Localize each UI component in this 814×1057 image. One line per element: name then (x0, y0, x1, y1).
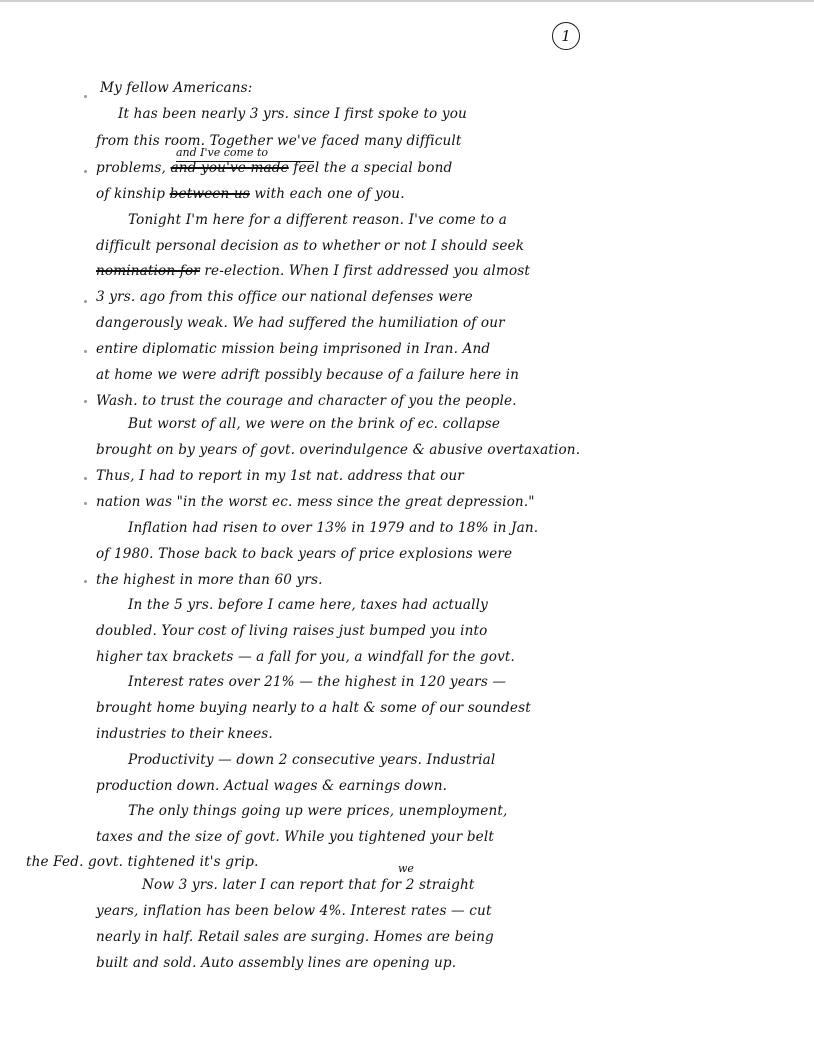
handwritten-line: from this room. Together we've faced many difficult (96, 133, 462, 149)
handwritten-line: Interest rates over 21% — the highest in 120 years — (128, 674, 507, 690)
handwritten-line: Wash. to trust the courage and character of you the people. (96, 393, 517, 409)
margin-mark (84, 502, 87, 505)
line-text: feel the a special bond (293, 160, 453, 176)
handwritten-line: higher tax brackets — a fall for you, a windfall for the govt. (96, 649, 516, 665)
handwritten-line: Inflation had risen to over 13% in 1979 and to 18% in Jan. (128, 520, 539, 536)
margin-mark (84, 170, 87, 173)
handwritten-line: the highest in more than 60 yrs. (96, 572, 323, 588)
margin-mark (84, 300, 87, 303)
handwritten-line: taxes and the size of govt. While you tightened your belt (96, 829, 494, 845)
margin-mark (84, 400, 87, 403)
handwritten-line: The only things going up were prices, unemployment, (128, 803, 508, 819)
handwritten-line: at home we were adrift possibly because of a failure here in (96, 367, 520, 383)
margin-mark (84, 350, 87, 353)
handwritten-line: years, inflation has been below 4%. Interest rates — cut (96, 903, 492, 919)
handwritten-line: industries to their knees. (96, 726, 273, 742)
line-text: with each one of you. (254, 186, 405, 202)
handwritten-line (96, 160, 452, 176)
handwritten-line: of 1980. Those back to back years of price explosions were (96, 546, 513, 562)
line-text: of kinship (96, 186, 166, 202)
handwritten-line: It has been nearly 3 yrs. since I first spoke to you (118, 106, 467, 122)
handwritten-line (96, 186, 405, 202)
handwritten-line: production down. Actual wages & earnings down. (96, 778, 448, 794)
inserted-text: we (398, 862, 414, 875)
handwritten-line: Productivity — down 2 consecutive years. Industrial (128, 752, 496, 768)
struck-text: nomination for (96, 263, 200, 279)
handwritten-line: the Fed. govt. tightened it's grip. (26, 854, 259, 870)
handwritten-line: doubled. Your cost of living raises just bumped you into (96, 623, 488, 639)
handwritten-line: brought on by years of govt. overindulgence & abusive overtaxation. (96, 442, 581, 458)
handwritten-line: But worst of all, we were on the brink of ec. collapse (128, 416, 501, 432)
struck-text: and you've made (170, 160, 289, 176)
handwritten-line: entire diplomatic mission being imprisoned in Iran. And (96, 341, 491, 357)
handwritten-line: dangerously weak. We had suffered the humiliation of our (96, 315, 505, 331)
handwritten-line: 3 yrs. ago from this office our national defenses were (96, 289, 473, 305)
handwritten-line: nearly in half. Retail sales are surging. Homes are being (96, 929, 494, 945)
margin-mark (84, 477, 87, 480)
page-number: 1 (552, 22, 580, 50)
struck-text: between us (169, 186, 250, 202)
line-text: re-election. When I first addressed you almost (204, 263, 531, 279)
handwritten-line: difficult personal decision as to whether or not I should seek (96, 238, 525, 254)
inserted-text: and I've come to (176, 146, 269, 159)
margin-mark (84, 95, 87, 98)
margin-mark (84, 580, 87, 583)
handwritten-line: Thus, I had to report in my 1st nat. address that our (96, 468, 464, 484)
page-top-border (0, 0, 814, 2)
handwritten-line: built and sold. Auto assembly lines are opening up. (96, 955, 457, 971)
handwritten-line: Now 3 yrs. later I can report that for 2 straight (142, 877, 475, 893)
line-text: problems, (96, 160, 167, 176)
handwritten-line: In the 5 yrs. before I came here, taxes had actually (128, 597, 488, 613)
handwritten-line: nation was "in the worst ec. mess since the great depression." (96, 494, 535, 510)
handwritten-line: Tonight I'm here for a different reason. I've come to a (128, 212, 507, 228)
handwritten-line: brought home buying nearly to a halt & some of our soundest (96, 700, 531, 716)
handwritten-line (96, 263, 530, 279)
handwritten-line: My fellow Americans: (100, 80, 253, 96)
